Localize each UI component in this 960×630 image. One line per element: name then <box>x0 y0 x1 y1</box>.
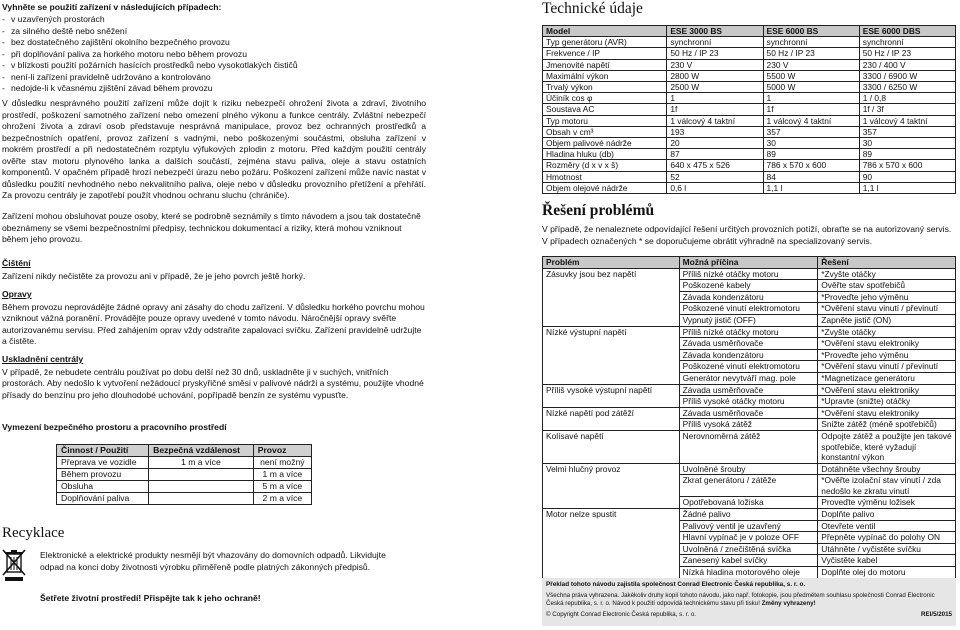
tech-header-cell: ESE 6000 BS <box>763 26 859 37</box>
tech-row <box>543 160 956 171</box>
problem-cell: Poškozené vinutí elektromotoru <box>679 361 818 373</box>
intro-list-item: - nedojde-li k včasnému zjištění závad během provozu <box>2 83 426 95</box>
problem-cell: Žádné palivo <box>679 509 818 521</box>
zone-row <box>57 493 312 505</box>
paragraph-operators: Zařízení mohou obsluhovat pouze osoby, které se podrobně seznámily s tímto návodem a jsou tak dostatečně obeznámeny se všemi bezpečnostními předpisy, technickou dokumentací a riziky, která mohou vzniknout během jeho provozu. <box>2 211 421 244</box>
tech-cell: 230 V <box>763 59 859 70</box>
problem-row <box>543 509 956 521</box>
zone-cell <box>149 493 254 505</box>
storage-section <box>2 354 426 401</box>
recycle-text: Elektronické a elektrické produkty nesmějí být vhazovány do domovních odpadů. Likvidujte odpad na konci doby životnosti výrobku přiměřeně podle platných zákonných předpisů. <box>40 550 386 572</box>
problem-cell: *Ověření stavu vinutí / převinutí <box>818 361 956 373</box>
tech-row <box>543 115 956 126</box>
tech-row <box>543 48 956 59</box>
problem-cell: *Proveďte jeho výměnu <box>818 349 956 361</box>
problem-cell: Uvolněná / znečištěná svíčka <box>679 543 818 555</box>
problem-row <box>543 384 956 396</box>
problem-cell: *Zvyšte otáčky <box>818 326 956 338</box>
tech-cell: 1f <box>763 104 859 115</box>
tech-cell: 50 Hz / IP 23 <box>667 48 763 59</box>
tech-row <box>543 171 956 182</box>
problem-cell <box>543 567 680 579</box>
intro-list <box>2 14 426 95</box>
zone-cell: 2 m a více <box>253 493 311 505</box>
repairs-section <box>2 289 426 348</box>
problem-cell: Palivový ventil je uzavřený <box>679 520 818 532</box>
problems-table <box>542 256 956 579</box>
problem-cell <box>543 349 680 361</box>
problem-cell: *Magnetizace generátoru <box>818 372 956 384</box>
problem-row <box>543 475 956 497</box>
tech-header-cell: Model <box>543 26 667 37</box>
problem-cell <box>543 532 680 544</box>
tech-cell: 52 <box>667 171 763 182</box>
tech-cell: 89 <box>763 149 859 160</box>
zone-row <box>57 481 312 493</box>
tech-cell: Objem olejové nádrže <box>543 182 667 193</box>
problem-cell: Vyčistěte kabel <box>818 555 956 567</box>
zone-cell: Během provozu <box>57 469 149 481</box>
problem-cell <box>543 497 680 509</box>
zone-cell: 1 m a více <box>149 457 254 469</box>
footer-code: REI/5/2015 <box>921 611 952 618</box>
tech-cell: 1f / 3f <box>859 104 955 115</box>
cleaning-title: Čištění <box>2 258 31 268</box>
tech-header-cell: ESE 6000 DBS <box>859 26 955 37</box>
problem-cell: Odpojte zátěž a použijte jen takové spotřebiče, které vyžadují konstantní výkon <box>818 430 956 463</box>
intro-list-item: - při doplňování paliva za horkého motoru nebo během provozu <box>2 49 426 61</box>
footer-text <box>546 592 952 608</box>
problem-cell: Hlavní vypínač je v poloze OFF <box>679 532 818 544</box>
tech-cell: 30 <box>859 138 955 149</box>
zone-title: Vymezení bezpečného prostoru a pracovního prostředí <box>2 422 227 432</box>
paragraph-risk: V důsledku nesprávného použití zařízení může dojít k riziku nebezpečí ohrožení života a zdraví, životního prostředí, poškození samotného zařízení nebo omezení plného výkonu a funkce centrály. Zvláštní nebezpečí ohrožení života a zdraví osob představuje nesprávná manipulace, provoz bez ochranných prostředků a bezpečnostních opatření, provoz zařízení s vadnými, nebo poškozenými součástmi, obsluha zařízení v mokrém prostředí a při nedostatečném rozptylu výfukových zplodin z motoru. Před každým použití centrály ověřte stav motoru plynového lanka a dalších součástí, zejména stavu paliva, oleje a stavu ostatních komponentů. V opačném případě hrozí nebezpečí úrazu nebo požáru. Poškození zařízení může navíc nastat v důsledku použití nevhodného nebo nekvalitního paliva, oleje nebo v důsledku provozního přetížení a přehřátí. Za provozu centrály je zapotřebí použít vhodnou ochranu sluchu (chrániče). <box>2 98 426 200</box>
footer-copyright: © Copyright Conrad Electronic Česká republika, s. r. o. <box>546 611 697 618</box>
problem-row <box>543 532 956 544</box>
problem-cell: Zanesený kabel svíčky <box>679 555 818 567</box>
problem-cell: Závada usměrňovače <box>679 407 818 419</box>
tech-cell: synchronní <box>667 37 763 48</box>
tech-cell: 640 x 475 x 526 <box>667 160 763 171</box>
problem-header-cell: Problém <box>543 257 680 269</box>
problem-cell <box>543 338 680 350</box>
problem-row <box>543 349 956 361</box>
zone-section <box>2 422 426 434</box>
tech-row <box>543 126 956 137</box>
problem-cell: *Proveďte jeho výměnu <box>818 291 956 303</box>
problem-cell: Ověřte stav spotřebičů <box>818 280 956 292</box>
storage-title: Uskladnění centrály <box>2 354 84 364</box>
tech-cell: synchronní <box>859 37 955 48</box>
tech-cell: 357 <box>763 126 859 137</box>
problem-row <box>543 463 956 475</box>
problem-row <box>543 555 956 567</box>
problem-row <box>543 268 956 280</box>
tech-cell: Frekvence / IP <box>543 48 667 59</box>
problem-row <box>543 372 956 384</box>
tech-cell: Trvalý výkon <box>543 82 667 93</box>
problem-cell <box>543 372 680 384</box>
tech-cell: 2800 W <box>667 70 763 81</box>
problem-cell: Přepněte vypínač do polohy ON <box>818 532 956 544</box>
cleaning-text: Zařízení nikdy nečistěte za provozu ani v případě, že je jeho povrch ještě horký. <box>2 270 306 281</box>
intro-list-item: - v blízkosti použití požárních hasících prostředků nebo vysokotlakých čističů <box>2 60 426 72</box>
tech-cell: 20 <box>667 138 763 149</box>
cleaning-section <box>2 258 426 282</box>
problem-cell: *Ověřte izolační stav vinutí / zda nedošlo ke zkratu vinutí <box>818 475 956 497</box>
zone-cell: 1 m a více <box>253 469 311 481</box>
footer-emphasis: Změny vyhrazeny! <box>761 600 816 607</box>
problem-header-cell: Řešení <box>818 257 956 269</box>
tech-cell: 5000 W <box>763 82 859 93</box>
problem-row <box>543 303 956 315</box>
zone-cell: 5 m a více <box>253 481 311 493</box>
problem-cell: Kolísavé napětí <box>543 430 680 463</box>
tech-cell: Objem palivové nádrže <box>543 138 667 149</box>
problem-cell: *Upravte (snižte) otáčky <box>818 396 956 408</box>
zone-cell: Obsluha <box>57 481 149 493</box>
tech-row <box>543 93 956 104</box>
tech-cell: 50 Hz / IP 23 <box>763 48 859 59</box>
crossed-bin-icon <box>2 548 26 582</box>
storage-text: V případě, že nebudete centrálu používat po dobu delší než 30 dnů, uskladněte ji v suchých, vnitřních prostorách. Aby nedošlo k vytvoření nežádoucí pryskyřičné směsi v palivové nádrži a systému, použijte vhodné přísady do benzínu pro jeho dlouhodobé uchování, popřípadě benzín ze systému vypusťte. <box>2 366 424 400</box>
problem-cell <box>543 543 680 555</box>
problem-cell: Zapněte jistič (ON) <box>818 314 956 326</box>
tech-row <box>543 37 956 48</box>
problem-row <box>543 326 956 338</box>
tech-cell: Hladina hluku (db) <box>543 149 667 160</box>
problem-cell: Závada usměrňovače <box>679 338 818 350</box>
problem-cell <box>543 361 680 373</box>
problem-cell <box>543 555 680 567</box>
problem-cell <box>543 396 680 408</box>
problem-row <box>543 567 956 579</box>
zone-header-cell: Bezpečná vzdálenost <box>149 445 254 457</box>
problem-row <box>543 361 956 373</box>
problem-cell <box>543 303 680 315</box>
problem-cell: *Ověření stavu vinutí / převinutí <box>818 303 956 315</box>
tech-row <box>543 138 956 149</box>
problem-cell: *Ověření stavu elektroniky <box>818 384 956 396</box>
tech-cell: 1 válcový 4 taktní <box>667 115 763 126</box>
zone-table <box>56 444 312 505</box>
problem-cell: Příliš vysoké výstupní napětí <box>543 384 680 396</box>
tech-cell: 0,6 l <box>667 182 763 193</box>
problem-cell: Generátor nevytváří mag. pole <box>679 372 818 384</box>
tech-cell: Typ motoru <box>543 115 667 126</box>
problem-cell: Nízké výstupní napětí <box>543 326 680 338</box>
zone-cell <box>149 481 254 493</box>
tech-cell: Typ generátoru (AVR) <box>543 37 667 48</box>
left-column <box>0 0 430 630</box>
problem-cell: Příliš nízké otáčky motoru <box>679 268 818 280</box>
tech-cell: 230 / 400 V <box>859 59 955 70</box>
tech-cell: 5500 W <box>763 70 859 81</box>
footer-bottom-row <box>546 611 952 619</box>
problem-cell: Otevřete ventil <box>818 520 956 532</box>
problem-row <box>543 543 956 555</box>
problem-cell: Poškozené vinutí elektromotoru <box>679 303 818 315</box>
tech-cell: 786 x 570 x 600 <box>763 160 859 171</box>
problem-row <box>543 497 956 509</box>
problem-cell: Závada usměrňovače <box>679 384 818 396</box>
zone-header-cell: Činnost / Použití <box>57 445 149 457</box>
zone-cell: Přeprava ve vozidle <box>57 457 149 469</box>
problem-cell: Nízké napětí pod zátěží <box>543 407 680 419</box>
tech-cell: 90 <box>859 171 955 182</box>
recycle-slogan: Šetřete životní prostředí! Přispějte tak k jeho ochraně! <box>40 593 261 603</box>
tech-cell: 1 válcový 4 taktní <box>859 115 955 126</box>
problem-cell <box>543 280 680 292</box>
tech-cell: 84 <box>763 171 859 182</box>
tech-table <box>542 25 956 194</box>
tech-row <box>543 59 956 70</box>
right-column <box>542 0 956 630</box>
problem-cell: Motor nelze spustit <box>543 509 680 521</box>
intro-list-item: - bez dostatečného zajištění okolního bezpečného provozu <box>2 37 426 49</box>
problem-cell <box>543 314 680 326</box>
intro-title: Vyhněte se použití zařízení v následujících případech: <box>2 2 222 12</box>
footer-text-body: Všechna práva vyhrazena. Jakékoliv druhy kopií tohoto návodu, jako např. fotokopie, jsou předmětem souhlasu společnosti Conrad Electronic Česká republika, s. r. o. Návod k použití odpovídá technickému stavu při tisku! <box>546 592 935 607</box>
tech-row <box>543 104 956 115</box>
problem-row <box>543 338 956 350</box>
tech-cell: 50 Hz / IP 23 <box>859 48 955 59</box>
problem-cell: Poškozené kabely <box>679 280 818 292</box>
problem-cell: Zásuvky jsou bez napětí <box>543 268 680 280</box>
tech-cell: synchronní <box>763 37 859 48</box>
problem-row <box>543 419 956 431</box>
problem-cell: Doplňte palivo <box>818 509 956 521</box>
problem-cell: Opotřebovaná ložiska <box>679 497 818 509</box>
intro-list-item: - za silného deště nebo sněžení <box>2 26 426 38</box>
tech-cell: 2500 W <box>667 82 763 93</box>
tech-cell: 1,1 l <box>859 182 955 193</box>
problem-cell <box>543 291 680 303</box>
tech-cell: Maximální výkon <box>543 70 667 81</box>
footer <box>542 578 956 626</box>
tech-cell: Obsah v cm³ <box>543 126 667 137</box>
problems-title: Řešení problémů <box>542 202 655 219</box>
problem-cell: Nízká hladina motorového oleje <box>679 567 818 579</box>
tech-cell: 1 <box>667 93 763 104</box>
problem-cell: Závada kondenzátoru <box>679 349 818 361</box>
tech-cell: Hmotnost <box>543 171 667 182</box>
problem-cell <box>543 475 680 497</box>
zone-cell: Doplňování paliva <box>57 493 149 505</box>
zone-cell <box>149 469 254 481</box>
problem-row <box>543 291 956 303</box>
repairs-text: Během provozu neprovádějte žádné opravy ani zásahy do chodu zařízení. V důsledku horkého povrchu mohou vzniknout vážná poranění. Provádějte pouze opravy uvedené v tomto návodu. Náročnější opravy svěřte autorizovanému servisu. Před zahájením oprav vždy odstraňte zapalovací svíčku. Zařízení pravidelně udržujte a čistěte. <box>2 301 425 346</box>
problems-intro: V případě, že nenaleznete odpovídající řešení určitých provozních potíží, obraťte se na autorizovaný servis. V případech označených * se doporučujeme obrátit výhradně na specializovaný servis. <box>542 224 952 246</box>
zone-row <box>57 457 312 469</box>
problem-cell: *Ověření stavu elektroniky <box>818 338 956 350</box>
tech-row <box>543 182 956 193</box>
problem-cell: Doplňte olej do motoru <box>818 567 956 579</box>
problem-cell: Příliš nízké otáčky motoru <box>679 326 818 338</box>
problem-cell: Uvolněné šrouby <box>679 463 818 475</box>
intro-list-item: - v uzavřených prostorách <box>2 14 426 26</box>
zone-row <box>57 469 312 481</box>
tech-cell: Soustava AC <box>543 104 667 115</box>
problem-row <box>543 407 956 419</box>
tech-cell: 89 <box>859 149 955 160</box>
problem-row <box>543 430 956 463</box>
tech-header-cell: ESE 3000 BS <box>667 26 763 37</box>
tech-cell: 1 / 0,8 <box>859 93 955 104</box>
tech-title: Technické údaje <box>542 0 643 17</box>
tech-cell: 1 válcový 4 taktní <box>763 115 859 126</box>
tech-cell: Účiník cos φ <box>543 93 667 104</box>
intro-list-item: - není-li zařízení pravidelně udržováno a kontrolováno <box>2 72 426 84</box>
problem-cell: *Zvyšte otáčky <box>818 268 956 280</box>
problem-cell: Zkrat generátoru / zátěže <box>679 475 818 497</box>
tech-cell: 1 <box>763 93 859 104</box>
recycle-title: Recyklace <box>2 525 65 541</box>
problem-cell: *Ověření stavu elektroniky <box>818 407 956 419</box>
tech-row <box>543 82 956 93</box>
problem-cell: Snižte zátěž (méně spotřebičů) <box>818 419 956 431</box>
tech-cell: 193 <box>667 126 763 137</box>
tech-cell: 3300 / 6250 W <box>859 82 955 93</box>
problem-cell: Příliš vysoké otáčky motoru <box>679 396 818 408</box>
footer-title: Překlad tohoto návodu zajistila společnost Conrad Electronic Česká republika, s. r. o. <box>546 581 806 588</box>
problem-cell: Závada kondenzátoru <box>679 291 818 303</box>
problem-cell: Vypnutý jistič (OFF) <box>679 314 818 326</box>
intro-section <box>2 2 426 95</box>
tech-cell: 786 x 570 x 600 <box>859 160 955 171</box>
problem-header-cell: Možná příčina <box>679 257 818 269</box>
tech-cell: 87 <box>667 149 763 160</box>
repairs-title: Opravy <box>2 289 32 299</box>
tech-cell: 230 V <box>667 59 763 70</box>
problem-cell: Nerovnoměrná zátěž <box>679 430 818 463</box>
problem-row <box>543 280 956 292</box>
tech-row <box>543 149 956 160</box>
problem-cell: Velmi hlučný provoz <box>543 463 680 475</box>
tech-cell: 1f <box>667 104 763 115</box>
tech-row <box>543 70 956 81</box>
problem-cell <box>543 520 680 532</box>
problem-cell: Příliš vysoká zátěž <box>679 419 818 431</box>
zone-header-cell: Provoz <box>253 445 311 457</box>
zone-cell: není možný <box>253 457 311 469</box>
problem-cell: Utáhněte / vyčistěte svíčku <box>818 543 956 555</box>
problem-row <box>543 314 956 326</box>
tech-cell: Rozměry (d x v x š) <box>543 160 667 171</box>
problem-cell: Proveďte výměnu ložisek <box>818 497 956 509</box>
problem-row <box>543 520 956 532</box>
problem-cell <box>543 419 680 431</box>
tech-cell: 357 <box>859 126 955 137</box>
tech-cell: 30 <box>763 138 859 149</box>
problem-row <box>543 396 956 408</box>
tech-cell: Jmenovité napětí <box>543 59 667 70</box>
tech-cell: 3300 / 6900 W <box>859 70 955 81</box>
tech-cell: 1,1 l <box>763 182 859 193</box>
problem-cell: Dotáhněte všechny šrouby <box>818 463 956 475</box>
